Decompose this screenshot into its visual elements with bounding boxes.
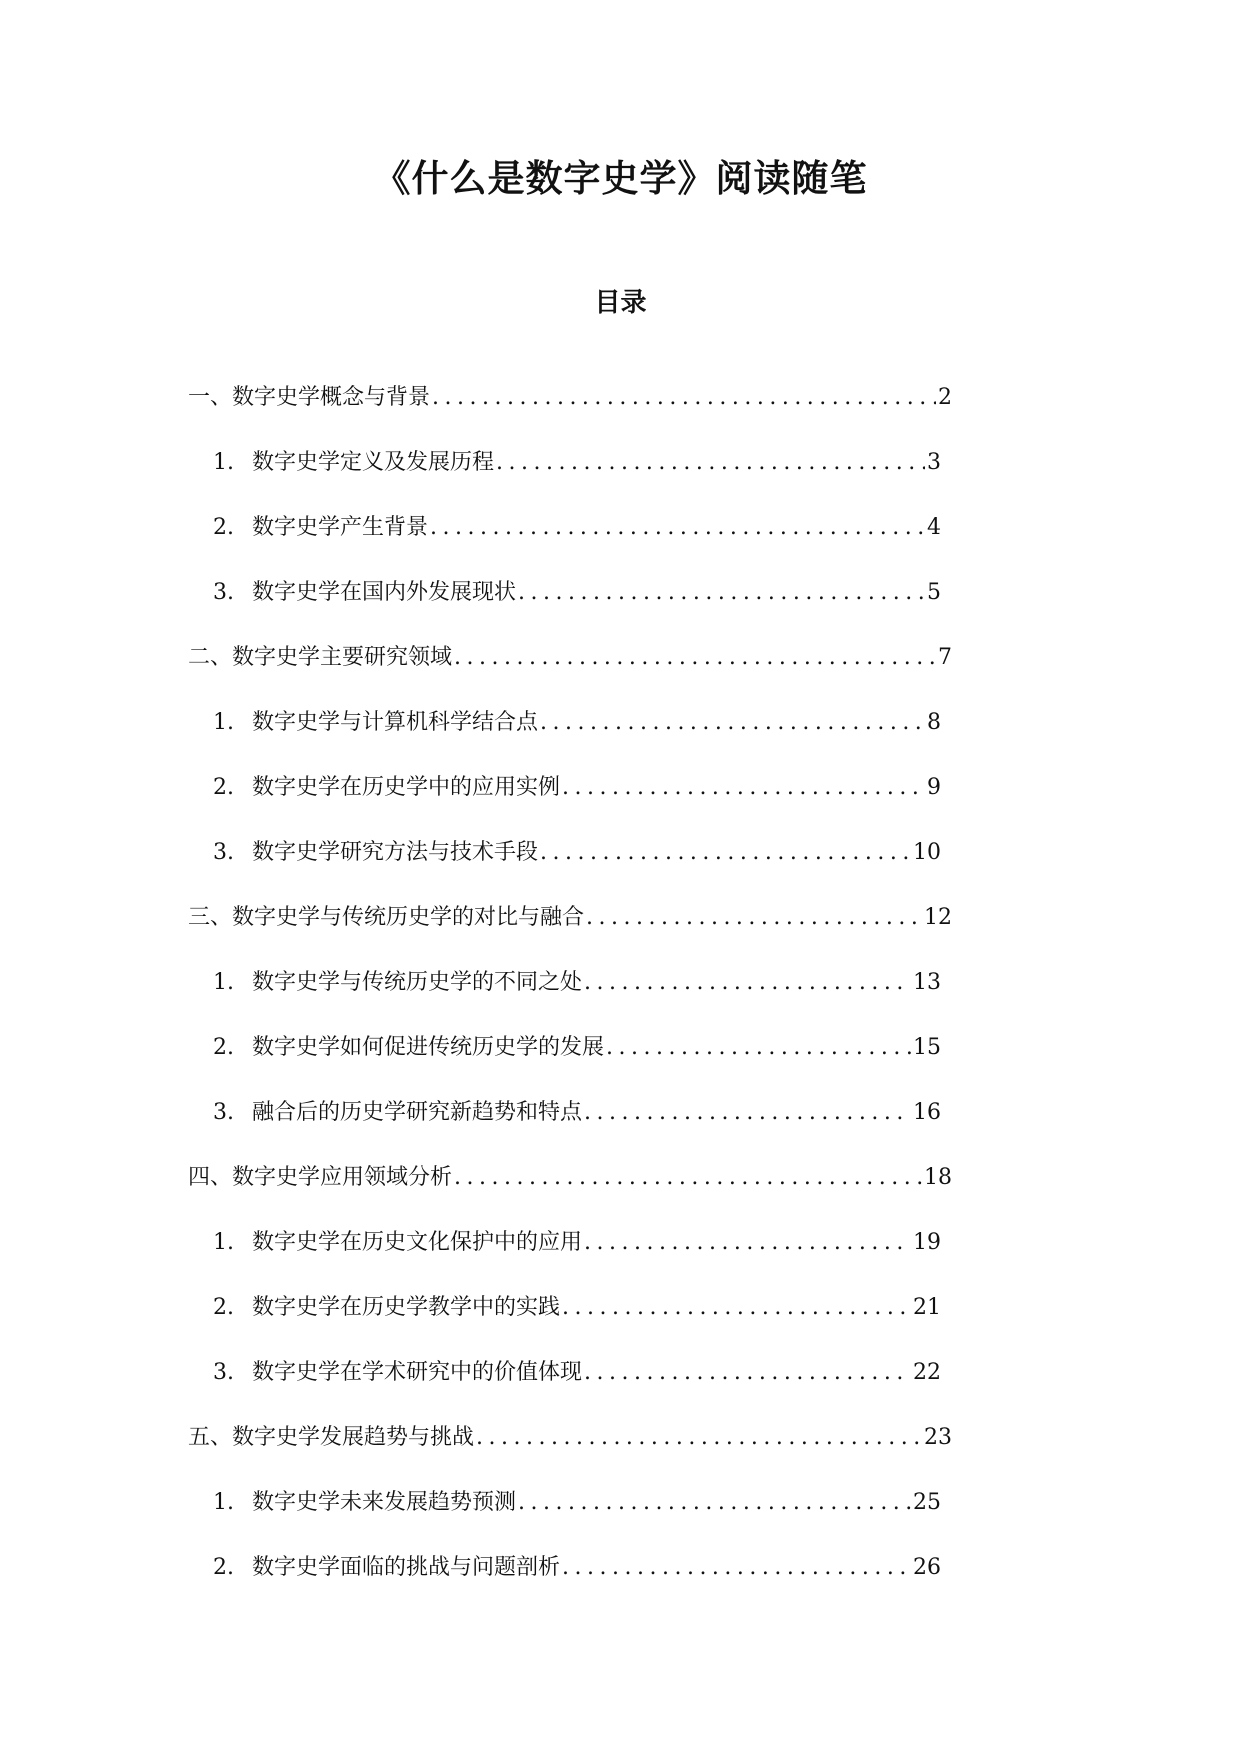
toc-page-number: 21 [913, 1295, 941, 1320]
toc-dot-leader [430, 513, 925, 543]
toc-page-number: 5 [927, 580, 941, 605]
toc-section-entry[interactable] [0, 903, 952, 968]
toc-section-entry[interactable] [0, 1423, 952, 1488]
toc-dot-leader [586, 903, 922, 933]
toc-entry-number: 2. [213, 515, 234, 540]
toc-entry-title: 数字史学与计算机科学结合点 [252, 710, 539, 735]
toc-dot-leader [584, 1098, 911, 1128]
toc-page-number: 8 [927, 710, 941, 735]
toc-page-number: 15 [913, 1035, 941, 1060]
toc-section-entry[interactable] [0, 383, 952, 448]
toc-entry-title: 三、数字史学与传统历史学的对比与融合 [188, 905, 585, 930]
toc-subsection-entry[interactable] [0, 1358, 941, 1423]
toc-dot-leader [518, 578, 925, 608]
toc-page-number: 16 [913, 1100, 941, 1125]
toc-entry-title: 数字史学研究方法与技术手段 [252, 840, 539, 865]
toc-page-number: 2 [938, 385, 952, 410]
toc-page-number: 25 [913, 1490, 941, 1515]
toc-dot-leader [476, 1423, 922, 1453]
toc-entry-title: 四、数字史学应用领域分析 [188, 1165, 453, 1190]
toc-subsection-entry[interactable] [0, 838, 941, 903]
toc-subsection-entry[interactable] [0, 1553, 941, 1618]
toc-entry-title: 数字史学定义及发展历程 [252, 450, 495, 475]
toc-dot-leader [518, 1488, 911, 1518]
toc-entry-number: 1. [213, 450, 234, 475]
toc-dot-leader [606, 1033, 911, 1063]
toc-subsection-entry[interactable] [0, 513, 941, 578]
toc-entry-title: 数字史学在历史学中的应用实例 [252, 775, 561, 800]
toc-page-number: 7 [938, 645, 952, 670]
toc-entry-title: 五、数字史学发展趋势与挑战 [188, 1425, 475, 1450]
toc-entry-title: 数字史学在历史学教学中的实践 [252, 1295, 561, 1320]
toc-entry-title: 数字史学在学术研究中的价值体现 [252, 1360, 583, 1385]
toc-entry-number: 1. [213, 970, 234, 995]
toc-page-number: 3 [927, 450, 941, 475]
toc-section-entry[interactable] [0, 1163, 952, 1228]
toc-page-number: 26 [913, 1555, 941, 1580]
toc-entry-title: 一、数字史学概念与背景 [188, 385, 431, 410]
toc-subsection-entry[interactable] [0, 708, 941, 773]
toc-entry-title: 数字史学在国内外发展现状 [252, 580, 517, 605]
toc-dot-leader [562, 1553, 911, 1583]
toc-dot-leader [562, 773, 925, 803]
toc-entry-number: 1. [213, 1230, 234, 1255]
toc-entry-number: 3. [213, 1360, 234, 1385]
document-title: 《什么是数字史学》阅读随笔 [373, 157, 868, 200]
toc-subsection-entry[interactable] [0, 448, 941, 513]
toc-page-number: 9 [927, 775, 941, 800]
toc-entry-title: 数字史学未来发展趋势预测 [252, 1490, 517, 1515]
toc-dot-leader [432, 383, 936, 413]
toc-subsection-entry[interactable] [0, 1293, 941, 1358]
toc-subsection-entry[interactable] [0, 773, 941, 838]
table-of-contents [0, 383, 1241, 1618]
toc-entry-title: 融合后的历史学研究新趋势和特点 [252, 1100, 583, 1125]
toc-dot-leader [454, 1163, 922, 1193]
toc-subsection-entry[interactable] [0, 1098, 941, 1163]
toc-page-number: 4 [927, 515, 941, 540]
toc-dot-leader [584, 1358, 911, 1388]
toc-subsection-entry[interactable] [0, 968, 941, 1033]
toc-entry-number: 3. [213, 1100, 234, 1125]
toc-dot-leader [562, 1293, 911, 1323]
toc-entry-title: 数字史学产生背景 [252, 515, 429, 540]
toc-dot-leader [496, 448, 925, 478]
toc-page-number: 12 [924, 905, 952, 930]
toc-entry-number: 1. [213, 710, 234, 735]
toc-entry-title: 数字史学面临的挑战与问题剖析 [252, 1555, 561, 1580]
toc-section-entry[interactable] [0, 643, 952, 708]
toc-page-number: 23 [924, 1425, 952, 1450]
toc-dot-leader [584, 1228, 911, 1258]
toc-heading: 目录 [594, 288, 647, 318]
toc-entry-number: 2. [213, 1295, 234, 1320]
toc-page-number: 13 [913, 970, 941, 995]
toc-entry-number: 2. [213, 1035, 234, 1060]
toc-dot-leader [540, 708, 925, 738]
toc-entry-number: 1. [213, 1490, 234, 1515]
toc-entry-title: 二、数字史学主要研究领域 [188, 645, 453, 670]
toc-entry-title: 数字史学与传统历史学的不同之处 [252, 970, 583, 995]
toc-dot-leader [540, 838, 911, 868]
toc-dot-leader [454, 643, 936, 673]
toc-dot-leader [584, 968, 911, 998]
toc-entry-number: 3. [213, 840, 234, 865]
toc-subsection-entry[interactable] [0, 1228, 941, 1293]
toc-entry-number: 2. [213, 775, 234, 800]
toc-subsection-entry[interactable] [0, 1033, 941, 1098]
toc-subsection-entry[interactable] [0, 578, 941, 643]
toc-entry-number: 3. [213, 580, 234, 605]
toc-page-number: 22 [913, 1360, 941, 1385]
toc-page-number: 10 [913, 840, 941, 865]
toc-entry-title: 数字史学在历史文化保护中的应用 [252, 1230, 583, 1255]
toc-entry-title: 数字史学如何促进传统历史学的发展 [252, 1035, 605, 1060]
toc-subsection-entry[interactable] [0, 1488, 941, 1553]
toc-entry-number: 2. [213, 1555, 234, 1580]
toc-page-number: 19 [913, 1230, 941, 1255]
toc-page-number: 18 [924, 1165, 952, 1190]
